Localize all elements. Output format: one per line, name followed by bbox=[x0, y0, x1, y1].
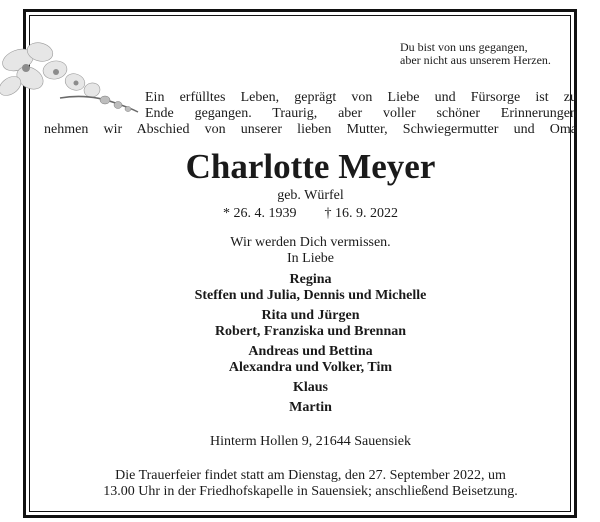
farewell-line-2: In Liebe bbox=[286, 251, 335, 266]
mourner-line: Klaus bbox=[292, 380, 328, 395]
mourner-group bbox=[44, 400, 577, 416]
mourner-group bbox=[44, 380, 577, 396]
service-line-1: Die Trauerfeier findet statt am Dienstag, den 27. September 2022, um bbox=[115, 468, 506, 483]
farewell-line-1: Wir werden Dich vermissen. bbox=[230, 235, 391, 250]
quote-line-1: Du bist von uns gegangen, bbox=[400, 40, 528, 54]
mourner-group bbox=[44, 272, 577, 304]
mourners-list bbox=[44, 272, 577, 420]
mourner-line: Andreas und Bettina bbox=[248, 344, 373, 359]
intro-line-3: nehmen wir Abschied von unserer lieben Mutter, Schwiegermutter und Oma bbox=[44, 122, 577, 137]
birth-name: geb. Würfel bbox=[277, 188, 344, 203]
deceased-name: Charlotte Meyer bbox=[185, 147, 436, 186]
intro-line-1: Ein erfülltes Leben, geprägt von Liebe und Fürsorge ist zu bbox=[145, 90, 577, 105]
mourner-line: Steffen und Julia, Dennis und Michelle bbox=[194, 288, 427, 303]
mourner-line: Rita und Jürgen bbox=[261, 308, 360, 323]
death-date: † 16. 9. 2022 bbox=[324, 206, 398, 221]
address: Hinterm Hollen 9, 21644 Sauensiek bbox=[209, 434, 412, 449]
mourner-line: Robert, Franziska und Brennan bbox=[214, 324, 407, 339]
life-dates bbox=[44, 206, 577, 222]
mourner-line: Alexandra und Volker, Tim bbox=[228, 360, 393, 375]
intro-line-2: Ende gegangen. Traurig, aber voller schöner Erinnerungen bbox=[145, 106, 577, 121]
service-line-2: 13.00 Uhr in der Friedhofskapelle in Sauensiek; anschließend Beisetzung. bbox=[103, 484, 518, 499]
mourner-line: Martin bbox=[289, 400, 332, 415]
farewell-text bbox=[44, 235, 577, 267]
quote-line-2: aber nicht aus unserem Herzen. bbox=[400, 53, 551, 67]
service-info bbox=[44, 468, 577, 500]
mourner-group bbox=[44, 344, 577, 376]
mourner-group bbox=[44, 308, 577, 340]
birth-date: * 26. 4. 1939 bbox=[223, 206, 297, 221]
intro-text bbox=[44, 90, 577, 138]
quote bbox=[400, 41, 551, 67]
mourner-line: Regina bbox=[289, 272, 332, 287]
